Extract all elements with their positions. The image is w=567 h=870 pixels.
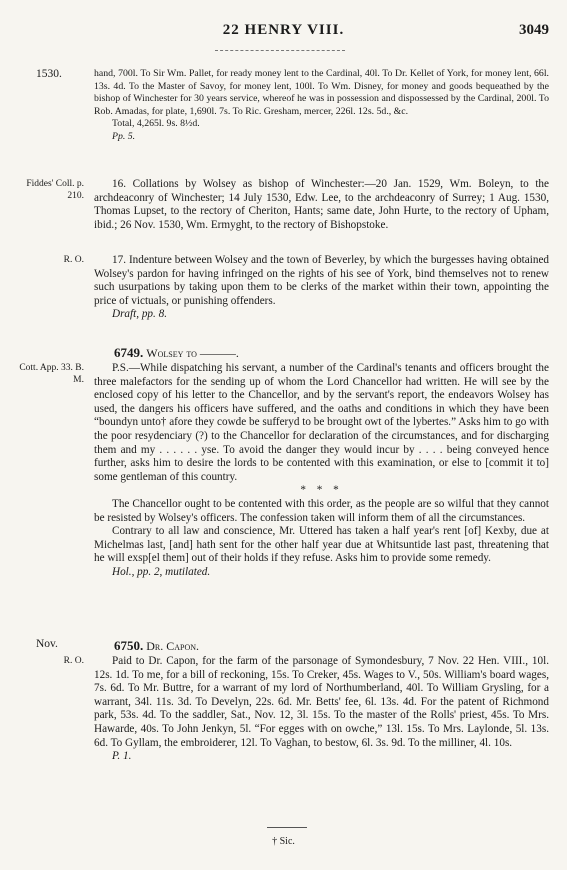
item-16: 16. Collations by Wolsey as bishop of Winchester:—20 Jan. 1529, Wm. Boleyn, to the archdeaconry of Winchester; 14 July 1530, Edw. Lee, to the archdeaconry of Surrey; 1 Aug. 1530, Thomas Lupset, to the rectory of Cheriton, Hants; same date, John Hurte, to the rectory of Upham, ibid.; 26 Nov. 1530, Wm. Ermyght, to the rectory of Bishopstoke. [94, 178, 549, 231]
entry-6749-paragraph-3: Contrary to all law and conscience, Mr. Uttered has taken a half year's rent [of] Kexby, due at Michelmas last, [and] hath sent for the other half year due at Whitsuntide last past, threatening that he will exsp[el them] out of their holds if they refuse. Asks him to provide some remedy. [94, 525, 549, 565]
running-title: 22 HENRY VIII. [222, 22, 345, 38]
margin-cott: Cott. App. 33. B. M. [19, 363, 84, 385]
entry-6750-number: 6750. [114, 638, 144, 653]
entry-6749-body [94, 362, 549, 580]
item-17-text: 17. Indenture between Wolsey and the town of Beverley, by which the burgesses having obtained Wolsey's pardon for having infringed on the rights of his see of York, bind themselves not to renew such usurpations by taking upon them to be clerks of the market within their town, appointing the price of victuals, or punishing offenders. [94, 254, 549, 307]
account-total: Total, 4,265l. 9s. 8½d. [112, 118, 200, 130]
footnote-rule [267, 827, 307, 828]
header-rule [215, 50, 345, 51]
margin-fiddes: Fiddes' Coll. p. 210. [26, 179, 84, 201]
entry-6750-heading [114, 638, 567, 654]
entry-6749-name: Wolsey to ———. [146, 346, 239, 360]
footnote: † Sic. [272, 836, 295, 847]
entry-6750-note: P. 1. [112, 750, 132, 763]
page-header [0, 22, 567, 42]
account-continuation [94, 68, 549, 144]
entry-6750-name: Dr. Capon. [146, 639, 200, 653]
margin-ro-2: R. O. [63, 656, 84, 666]
entry-6749-number: 6749. [114, 345, 144, 360]
account-pages-note: Pp. 5. [112, 130, 136, 142]
entry-6749-note: Hol., pp. 2, mutilated. [112, 565, 211, 578]
entry-6750-paragraph-1: Paid to Dr. Capon, for the farm of the parsonage of Symondesbury, 7 Nov. 22 Hen. VIII., 10l. 12s. 1d. To me, for a bill of reckoning, 15s. To Creker, 45s. Wages to V., 50s. William's board wages, 7s. 6d. To Mr. Buttre, for a warrant of my lord of Northumberland, 40l. To William Grysling, for a warrant, 34l. 11s. 3d. To Develyn, 22s. 6d. Mr. Betts' fee, 6l. 13s. 4d. For the patent of Richmond park, 53s. 4d. To the saddler, Sat., Nov. 12, 3l. 15s. To the master of the Rolls' priest, 45s. To Mrs. Hawarde, 40s. To John Jenkyn, 5l. “For egges with on owche,” 13l. 15s. To Mrs. Laylonde, 5l. 13s. 6d. To Gyllam, the embroiderer, 12l. To Vaghan, to bestow, 6l. 3s. 9d. To the milliner, 4l. 10s. [94, 655, 549, 749]
item-17 [94, 254, 549, 322]
page-number: 3049 [519, 22, 549, 38]
item-17-note: Draft, pp. 8. [112, 308, 168, 321]
entry-6749-paragraph-2: The Chancellor ought to be contented with this order, as the people are so wilful that they cannot be resisted by Wolsey's officers. The confession taken will inform them of all the circumstances. [94, 497, 549, 524]
omission-stars: * * * [300, 484, 343, 497]
entry-6750-body [94, 655, 549, 764]
margin-nov: Nov. [36, 638, 58, 650]
margin-year: 1530. [36, 68, 62, 80]
account-text: hand, 700l. To Sir Wm. Pallet, for ready money lent to the Cardinal, 40l. To Dr. Kellet of York, for money lent, 66l. 13s. 4d. To the Master of Savoy, for money lent, 100l. To Wm. Disney, for money and goods bequeathed by the bishop of Winchester for 30 years service, whereof he was in possession and dispossessed by the Cardinal, 200l. To Rob. Amadas, for plate, 1,690l. 7s. To Ric. Gresham, mercer, 226l. 12s. 5d., &c. [94, 68, 549, 117]
margin-ro-1: R. O. [63, 255, 84, 265]
entry-6749-paragraph-1: P.S.—While dispatching his servant, a number of the Cardinal's tenants and officers brought the three malefactors for the sending up of whom the Lord Chancellor had written. He will see by the enclosed copy of his letter to the Chancellor, and by the servant's report, the endeavors Wolsey has used, the dangers his officers have suffered, and the oaths and conditions in which they have been “boundyn unto† afore they cowde be sufferyd to be brought owt of the lybertes.” Asks him to go with the poor resydenciary (?) to the Chancellor for declaration of the circumstances, and for discharging them and my . . . . . . yse. To avoid the danger they would incur by . . . . being conveyed hence further, asks him to desire the lords to be contented with this examination, or else to [commit it to] some gentleman of this country. [94, 362, 549, 483]
entry-6749-heading [114, 345, 567, 361]
